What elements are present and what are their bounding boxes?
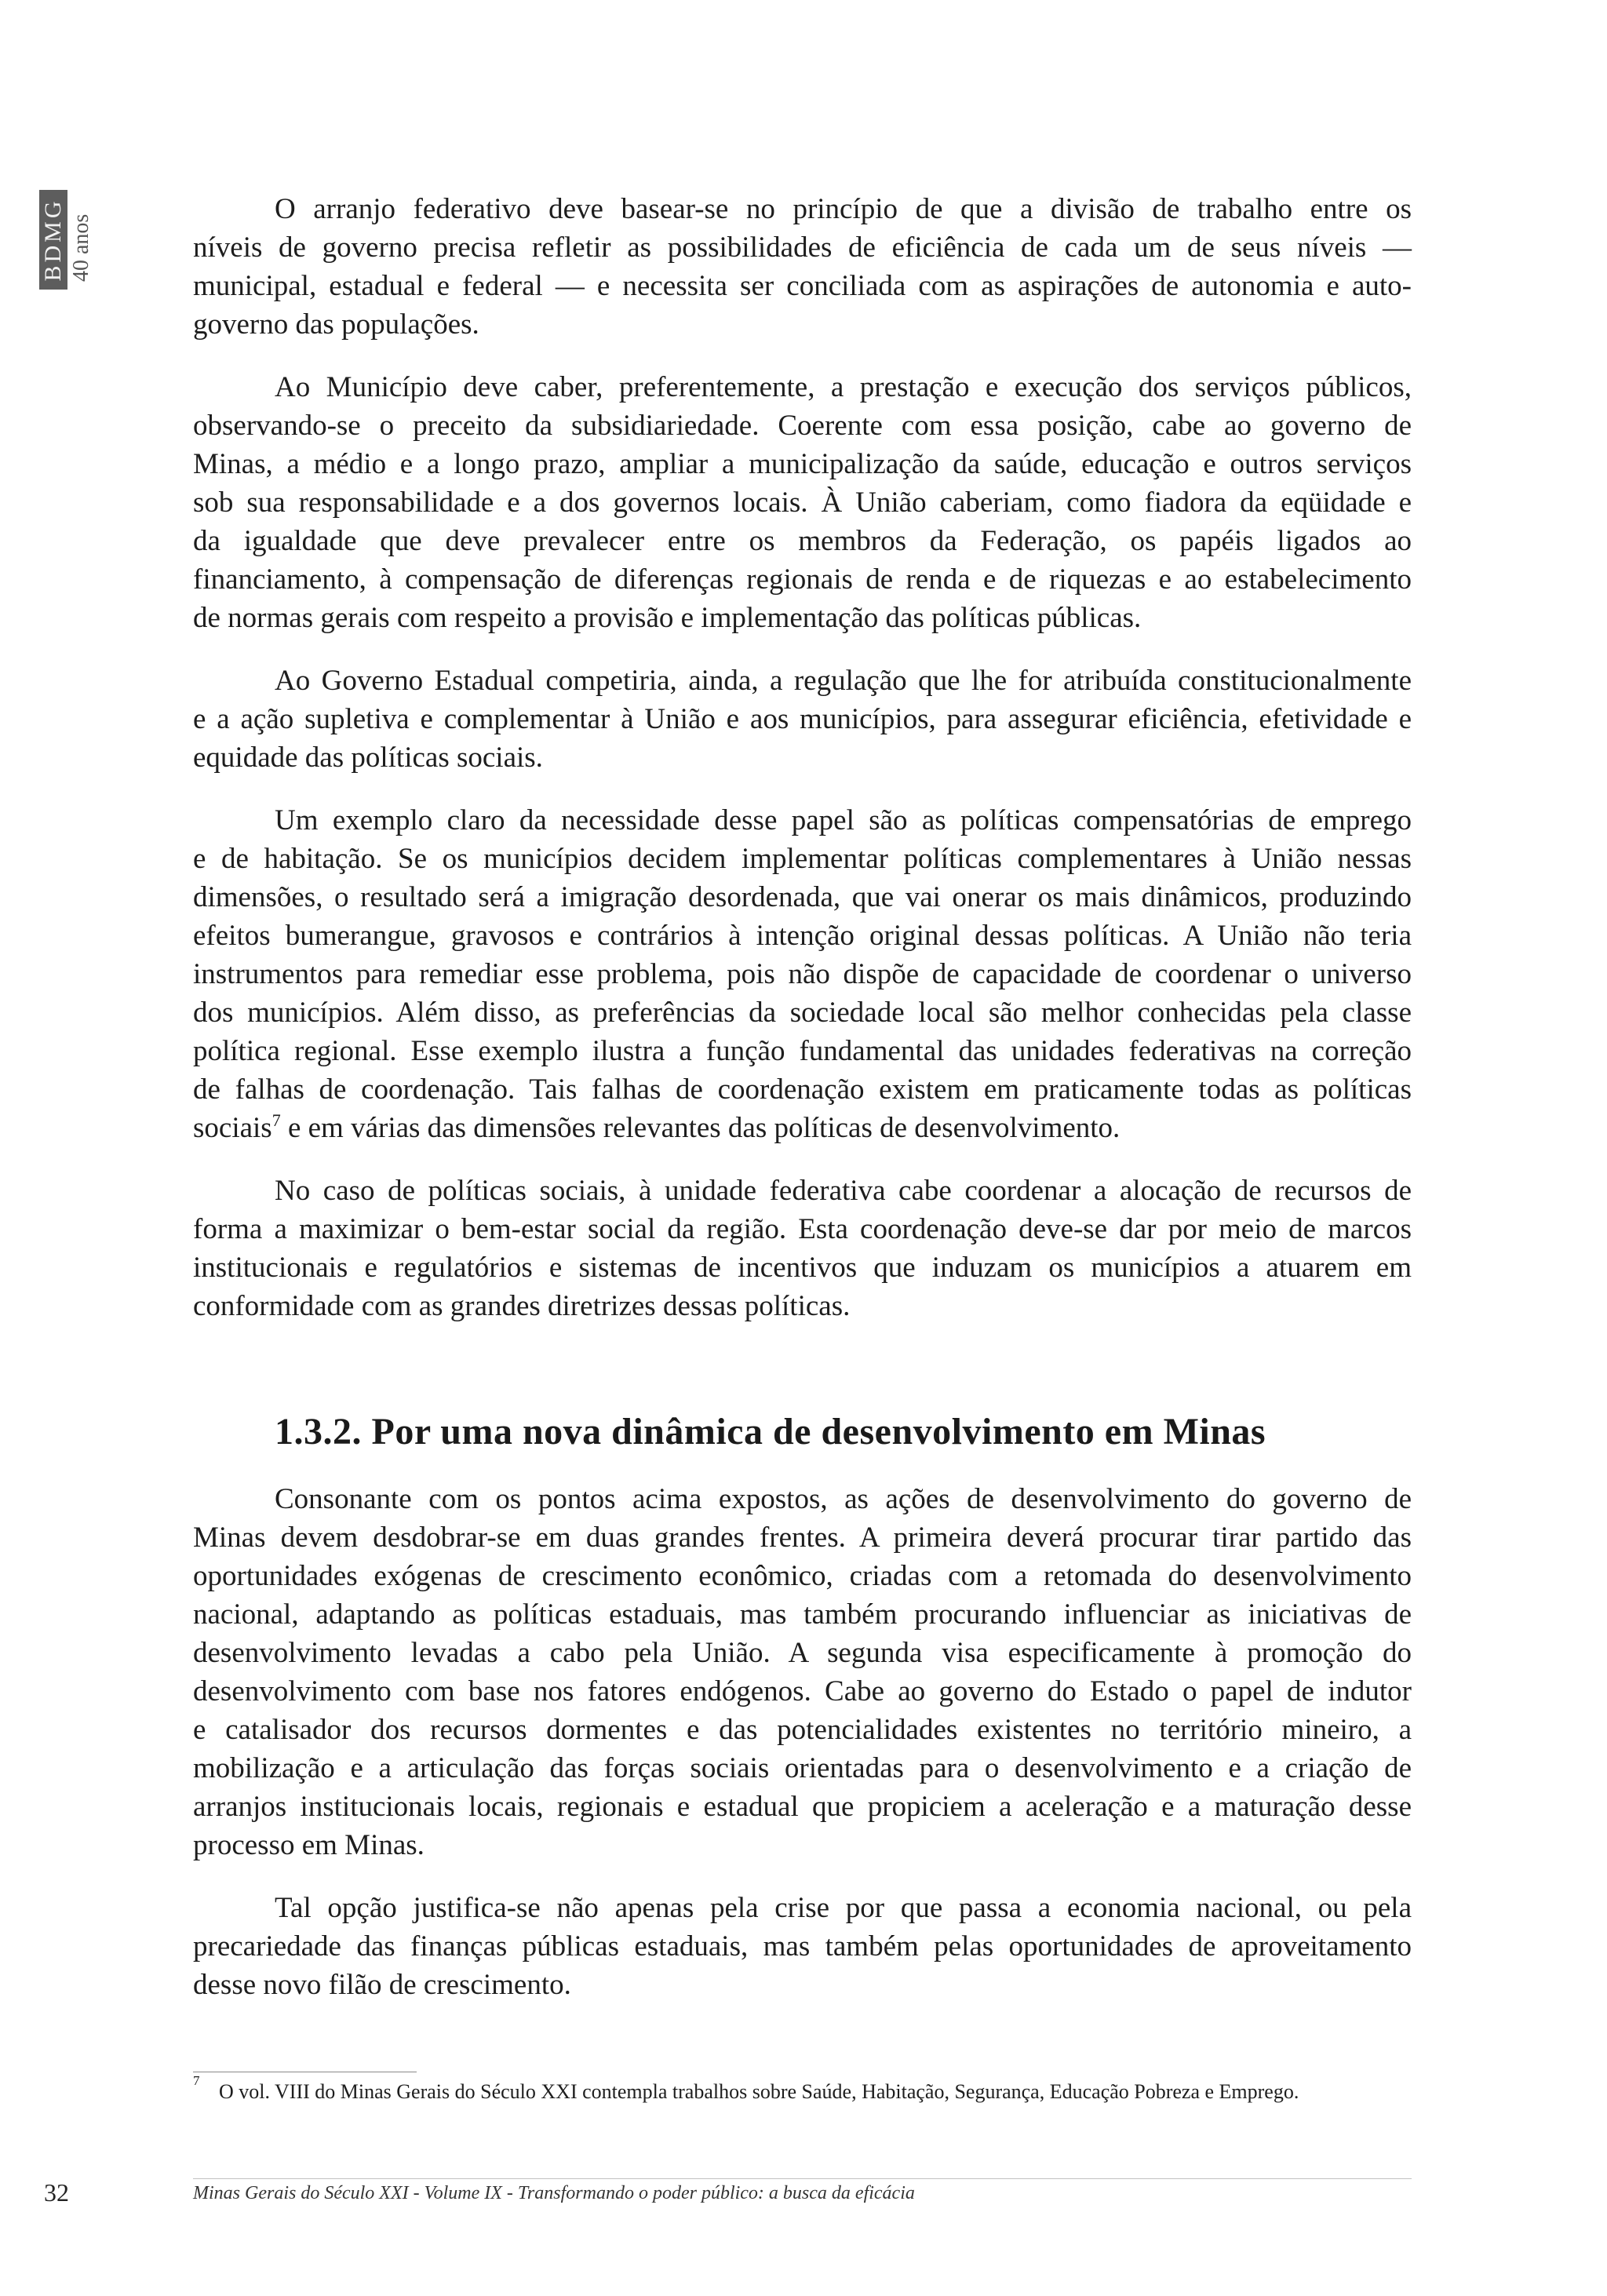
text-line: arranjos institucionais locais, regionais e estadual que propiciem a aceleração e a maturação desse bbox=[193, 1791, 1412, 1823]
page-number: 32 bbox=[44, 2178, 69, 2207]
text-line: Tal opção justifica-se não apenas pela crise por que passa a economia nacional, ou pela bbox=[275, 1892, 1412, 1924]
text-line: Ao Governo Estadual competiria, ainda, a regulação que lhe for atribuída constitucionalmente bbox=[275, 665, 1412, 697]
paragraph bbox=[193, 1480, 1412, 1864]
paragraph bbox=[193, 1889, 1412, 2004]
text-line: de falhas de coordenação. Tais falhas de coordenação existem em praticamente todas as políticas bbox=[193, 1073, 1412, 1106]
text-line: da igualdade que deve prevalecer entre os membros da Federação, os papéis ligados ao bbox=[193, 525, 1412, 557]
text-line: Ao Município deve caber, preferentemente, a prestação e execução dos serviços públicos, bbox=[275, 371, 1412, 403]
text-line: mobilização e a articulação das forças sociais orientadas para o desenvolvimento e a criação de bbox=[193, 1752, 1412, 1784]
text-line: dos municípios. Além disso, as preferências da sociedade local são melhor conhecidas pela classe bbox=[193, 997, 1412, 1029]
footnote-reference: 7 bbox=[271, 1110, 281, 1130]
footnote-text: O vol. VIII do Minas Gerais do Século XXI contempla trabalhos sobre Saúde, Habitação, Segurança, Educação Pobreza e Emprego. bbox=[219, 2080, 1299, 2103]
text-line: desenvolvimento com base nos fatores endógenos. Cabe ao governo do Estado o papel de indutor bbox=[193, 1675, 1412, 1707]
paragraph bbox=[193, 190, 1412, 344]
text-line: Um exemplo claro da necessidade desse papel são as políticas compensatórias de emprego bbox=[275, 804, 1412, 836]
running-title: Minas Gerais do Século XXI - Volume IX - Transformando o poder público: a busca da eficácia bbox=[193, 2183, 915, 2203]
body-text-lower bbox=[193, 1480, 1412, 2028]
text-line: observando-se o preceito da subsidiariedade. Coerente com essa posição, cabe ao governo de bbox=[193, 410, 1412, 442]
paragraph bbox=[193, 1172, 1412, 1325]
text-line: política regional. Esse exemplo ilustra a função fundamental das unidades federativas na correção bbox=[193, 1035, 1412, 1067]
paragraph bbox=[193, 801, 1412, 1147]
text-line: No caso de políticas sociais, à unidade federativa cabe coordenar a alocação de recursos de bbox=[275, 1175, 1412, 1207]
text-line: governo das populações. bbox=[193, 308, 479, 341]
text-line bbox=[193, 1109, 1412, 1147]
text-span: e em várias das dimensões relevantes das políticas de desenvolvimento. bbox=[280, 1112, 1121, 1144]
text-line: processo em Minas. bbox=[193, 1829, 425, 1861]
text-line: instrumentos para remediar esse problema, pois não dispõe de capacidade de coordenar o universo bbox=[193, 958, 1412, 990]
text-line: institucionais e regulatórios e sistemas de incentivos que induzam os municípios a atuarem em bbox=[193, 1252, 1412, 1284]
text-line: e catalisador dos recursos dormentes e das potencialidades existentes no território mineiro, a bbox=[193, 1714, 1412, 1746]
text-line: Minas, a médio e a longo prazo, ampliar a municipalização da saúde, educação e outros serviços bbox=[193, 448, 1412, 480]
paragraph bbox=[193, 661, 1412, 777]
text-line: precariedade das finanças públicas estaduais, mas também pelas oportunidades de aproveitamento bbox=[193, 1930, 1412, 1963]
text-line: Minas devem desdobrar-se em duas grandes frentes. A primeira deverá procurar tirar partido das bbox=[193, 1522, 1412, 1554]
text-line: equidade das políticas sociais. bbox=[193, 742, 543, 774]
text-line: financiamento, à compensação de diferenças regionais de renda e de riquezas e ao estabelecimento bbox=[193, 563, 1412, 596]
paragraph bbox=[193, 368, 1412, 637]
text-line: níveis de governo precisa refletir as possibilidades de eficiência de cada um de seus níveis — bbox=[193, 231, 1412, 264]
text-line: e de habitação. Se os municípios decidem implementar políticas complementares à União nessas bbox=[193, 843, 1412, 875]
section-heading: 1.3.2. Por uma nova dinâmica de desenvolvimento em Minas bbox=[275, 1411, 1266, 1452]
footnote-marker: 7 bbox=[193, 2073, 200, 2088]
text-line: conformidade com as grandes diretrizes dessas políticas. bbox=[193, 1290, 851, 1322]
text-line: efeitos bumerangue, gravosos e contrários à intenção original dessas políticas. A União não teria bbox=[193, 920, 1412, 952]
text-line: municipal, estadual e federal — e necessita ser conciliada com as aspirações de autonomia e auto- bbox=[193, 270, 1412, 302]
footnote bbox=[193, 2073, 1417, 2105]
brand-subtitle: 40 anos bbox=[69, 213, 93, 282]
text-line: oportunidades exógenas de crescimento econômico, criadas com a retomada do desenvolvimento bbox=[193, 1560, 1412, 1592]
body-text-upper bbox=[193, 190, 1412, 1350]
brand-badge: BDMG bbox=[39, 190, 67, 290]
text-line: e a ação supletiva e complementar à União e aos municípios, para assegurar eficiência, efetividade e bbox=[193, 703, 1412, 735]
text-line: Consonante com os pontos acima expostos, as ações de desenvolvimento do governo de bbox=[275, 1483, 1412, 1515]
text-line: desenvolvimento levadas a cabo pela União. A segunda visa especificamente à promoção do bbox=[193, 1637, 1412, 1669]
text-line: desse novo filão de crescimento. bbox=[193, 1969, 571, 2001]
footer-rule bbox=[193, 2178, 1412, 2179]
text-line: dimensões, o resultado será a imigração desordenada, que vai onerar os mais dinâmicos, produzindo bbox=[193, 881, 1412, 913]
text-span: sociais bbox=[193, 1112, 272, 1144]
text-line: O arranjo federativo deve basear-se no princípio de que a divisão de trabalho entre os bbox=[275, 193, 1412, 225]
text-line: de normas gerais com respeito a provisão e implementação das políticas públicas. bbox=[193, 602, 1142, 634]
text-line: sob sua responsabilidade e a dos governos locais. À União caberiam, como fiadora da eqüidade e bbox=[193, 487, 1412, 519]
text-line: nacional, adaptando as políticas estaduais, mas também procurando influenciar as iniciativas de bbox=[193, 1598, 1412, 1631]
text-line: forma a maximizar o bem-estar social da região. Esta coordenação deve-se dar por meio de marcos bbox=[193, 1213, 1412, 1245]
